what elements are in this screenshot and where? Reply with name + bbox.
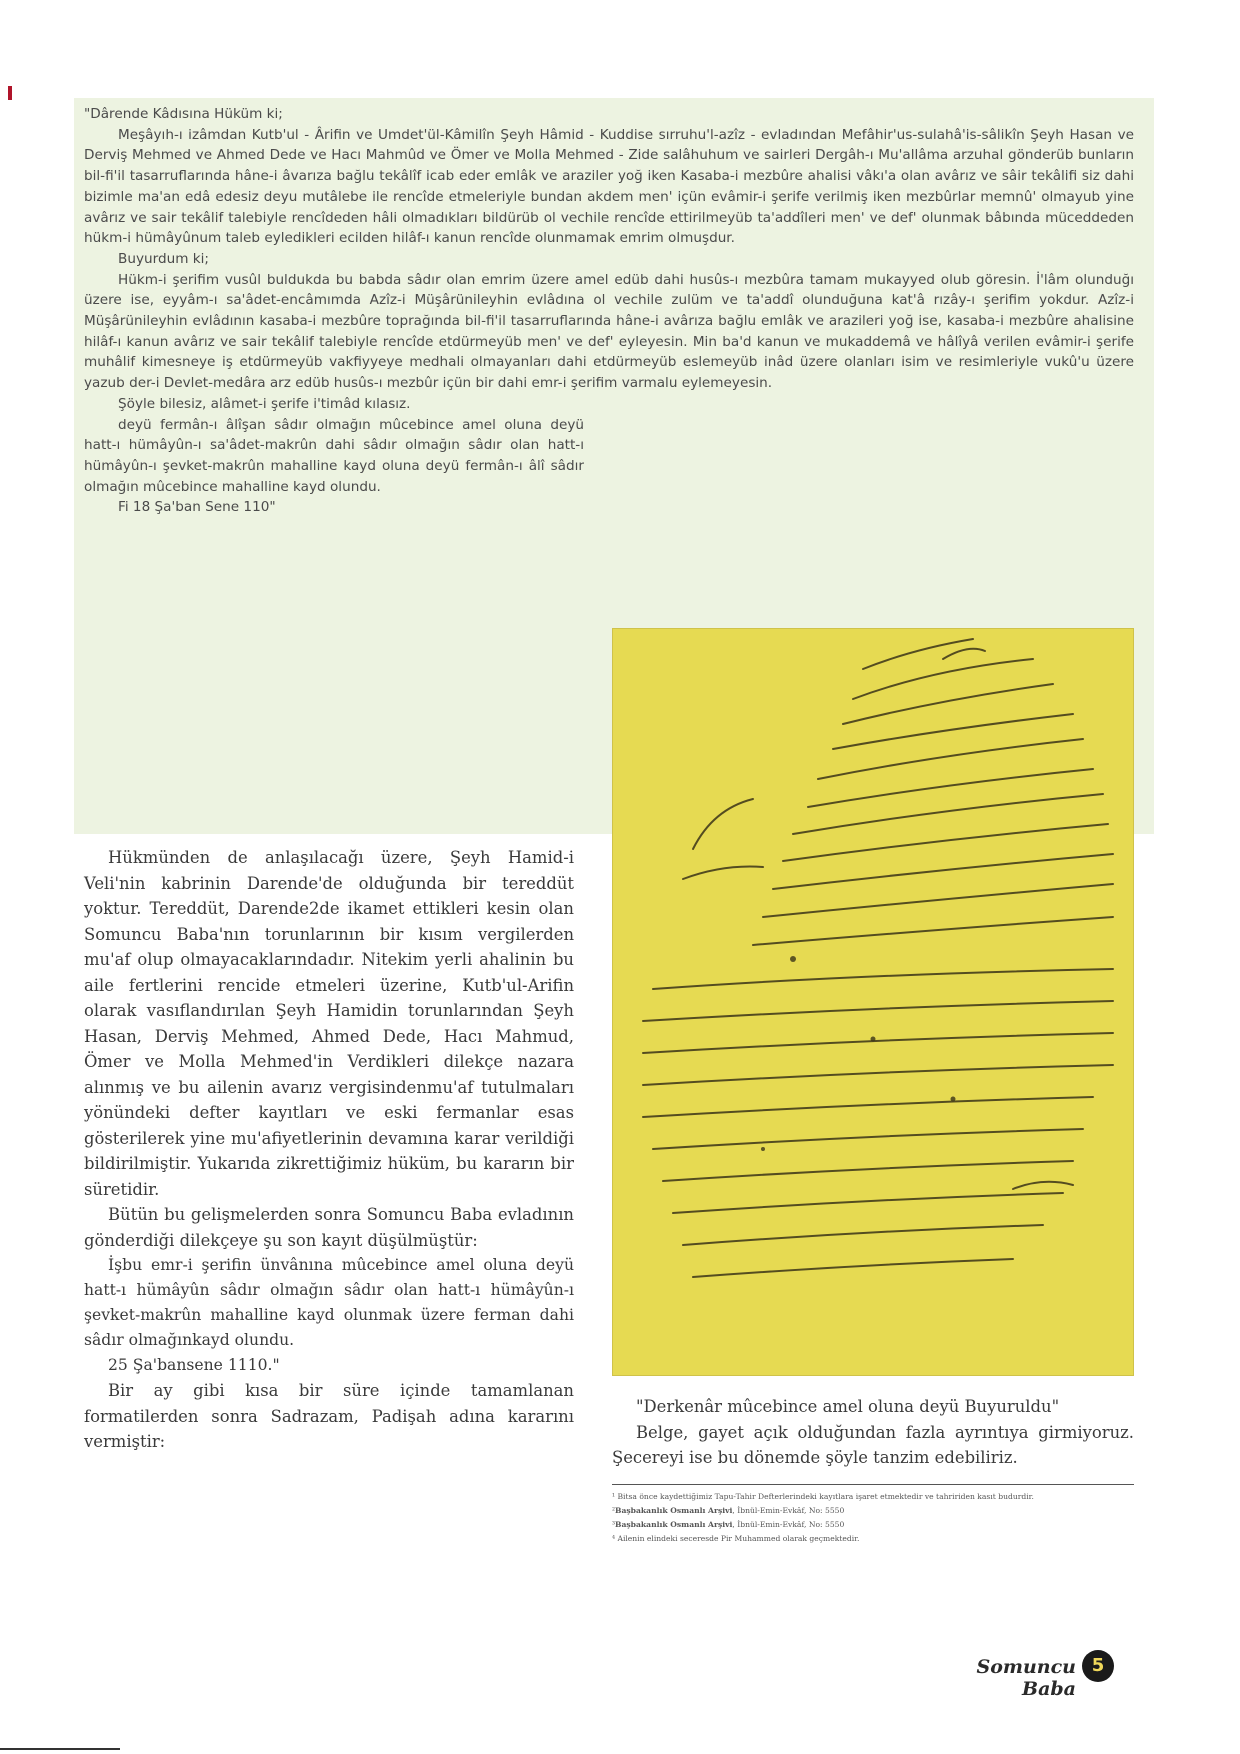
footnote-3-ref: , İbnül-Emin-Evkâf, No: 5550 [732,1520,845,1529]
article-body-right-column [612,1394,1134,1471]
footnote-4: ⁴ Ailenin elindeki seceresde Pir Muhammed olarak geçmektedir. [612,1534,860,1543]
footnote-2-source: Başbakanlık Osmanlı Arşivi [615,1506,733,1515]
footnote-3: ³Başbakanlık Osmanlı Arşivi, İbnül-Emin-Evkâf, No: 5550 [612,1520,845,1529]
body-paragraph-3: Bir ay gibi kısa bir süre içinde tamamlanan formatilerden sonra Sadrazam, Padişah adına kararını vermiştir: [84,1381,574,1451]
body-quote-date: 25 Şa'bansene 1110." [108,1356,280,1374]
quote-paragraph-4: Şöyle bilesiz, alâmet-i şerife i'timâd kılasız. [118,395,411,412]
quote-date: Fi 18 Şa'ban Sene 110" [118,499,276,516]
footnote-3-source: Başbakanlık Osmanlı Arşivi [615,1520,733,1529]
body-paragraph-2: Bütün bu gelişmelerden sonra Somuncu Baba evladının gönderdiği dilekçeye şu son kayıt düşülmüştür: [84,1205,574,1250]
body-paragraph-1: Hükmünden de anlaşılacağı üzere, Şeyh Hamid-i Veli'nin kabrinin Darende'de olduğunda bir tereddüt yoktur. Tereddüt, Darende2de ikamet ettikleri kesin olan Somuncu Baba'nın torunlarının bir kısım vergilerden mu'af olup olmayacaklarındadır. Nitekim yerli ahalinin bu aile fertlerini rencide etmeleri üzerine, Kutb'ul-Arifin olarak vasıflandırılan Şeyh Hamidin torunlarından Şeyh Hasan, Derviş Mehmed, Ahmed Dede, Hacı Mahmud, Ömer ve Molla Mehmed'in Verdikleri dilekçe nazara alınmış ve bu ailenin avarız vergisindenmu'af tutulmaları yönündeki defter kayıtları ve eski fermanlar esas gösterilerek yine mu'afiyetlerinin devamına karar verildiği bildirilmiştir. Yukarıda zikrettiğimiz hüküm, bu kararın bir süretidir. [84,848,574,1199]
article-body-left-column [84,845,574,1455]
page-number-badge: 5 [1082,1650,1114,1682]
ottoman-document-image [612,628,1134,1376]
margin-mark [8,86,12,100]
footnotes [612,1490,1134,1546]
body-right-quote: "Derkenâr mûcebince amel oluna deyü Buyuruldu" [636,1397,1060,1416]
quoted-decree [84,104,1134,518]
footnote-2: ²Başbakanlık Osmanlı Arşivi, İbnül-Emin-Evkâf, No: 5550 [612,1506,845,1515]
footnote-2-ref: , İbnül-Emin-Evkâf, No: 5550 [732,1506,845,1515]
quote-heading: "Dârende Kâdısına Hüküm ki; [84,106,283,122]
quote-paragraph-3: Hükm-i şerifim vusûl buldukda bu babda sâdır olan emrim üzere amel edüb dahi husûs-ı mezbûra tamam mukayyed olub göresin. İ'lâm olunduğı üzere ise, eyyâm-ı sa'âdet-encâmımda Azîz-i Müşârünileyhin evlâdına ol vechile zulüm ve ta'addî olunduğuna kat'â rızây-ı şerifim yokdur. Azîz-i Müşârünileyhin evlâdının kasaba-i mezbûre toprağında bil-fi'il tasarruflarında hâne-i avârıza bağlu emlâk ve arazileri yoğ ise, kasaba-i mezbûre ahalisine hilâf-ı kanun avârız ve sair tekâlif talebiyle rencîde etdürmeyüb men' ve def' eyleyesin. Min ba'd kanun ve mukaddemâ ve hâlîyâ verilen evâmir-i şerife muhâlif kimesneye iş etdürmeyüb vakfiyyeye medhali olmayanları dahi etdürmeyüb eslemeyüb inâd üzere olanları isim ve resimleriyle vukû'u üzere yazub der-i Devlet-medâra arz edüb husûs-ı mezbûr içün bir dahi emr-i şerifim varmalu eylemeyesin. [84,271,1134,392]
body-right-paragraph: Belge, gayet açık olduğundan fazla ayrıntıya girmiyoruz. Şecereyi ise bu dönemde şöyle tanzim edebiliriz. [612,1422,1134,1467]
quote-paragraph-1: Meşâyıh-ı izâmdan Kutb'ul - Ârifin ve Umdet'ül-Kâmilîn Şeyh Hâmid - Kuddise sırruhu'l-azîz - evladından Mefâhir'us-sulahâ'is-sâlikîn Şeyh Hasan ve Derviş Mehmed ve Ahmed Dede ve Hacı Mahmûd ve Ömer ve Molla Mehmed - Zide salâhuhum ve sairleri Dergâh-ı Mu'allâma arzuhal gönderüb bunların bil-fi'il tasarruflarında hâne-i âvarıza bağlu tekâlîf icab eder emlâk ve araziler yoğ iken Kasaba-i mezbûre ahalisi vâkı'a olan avârız ve sâir tekâlifi siz dahi bizimle ma'an edâ edesiz deyu mutâlebe ile rencîde etmeleriyle bundan akdem men' içün evâmir-i şerife verilmiş iken mezbûrlar memnû' olmayub yine avârız ve sair tekâlif talebiyle rencîdeden hâli olmadıkları bildürüb ol vechile rencîde ettirilmeyüb ta'addîleri men' ve def' olunmak bâbında müceddeden hükm-i hümâyûnum taleb eyledikleri ecilden hilâf-ı kanun rencîde olunmamak emrim olmuşdur. [84,126,1134,247]
bottom-rule [0,1748,120,1750]
magazine-brand: Somuncu Baba [976,1656,1076,1700]
footnote-divider [612,1484,1134,1485]
quote-paragraph-5: deyü fermân-ı âlîşan sâdır olmağın mûcebince amel oluna deyü hatt-ı hümâyûn-ı sa'âdet-makrûn dahi sâdır olmağın sâdır olan hatt-ı hümâyûn-ı şevket-makrûn mahalline kayd oluna deyü fermân-ı âlî sâdır olmağın mûcebince mahalline kayd olundu. [84,416,584,495]
quote-paragraph-2: Buyurdum ki; [118,250,209,267]
body-quote-paragraph: İşbu emr-i şerifin ünvânına mûcebince amel oluna deyü hatt-ı hümâyûn sâdır olmağın sâdır olan hatt-ı hümâyûn-ı şevket-makrûn mahalline kayd olunmak üzere ferman dahi sâdır olmağınkayd olundu. [84,1256,574,1349]
document-script-drawing [613,629,1133,1375]
footnote-1: ¹ Bitsa önce kaydettiğimiz Tapu-Tahir Defterlerindeki kayıtlara işaret etmektedir ve tahririden kasıt budurdir. [612,1492,1034,1501]
